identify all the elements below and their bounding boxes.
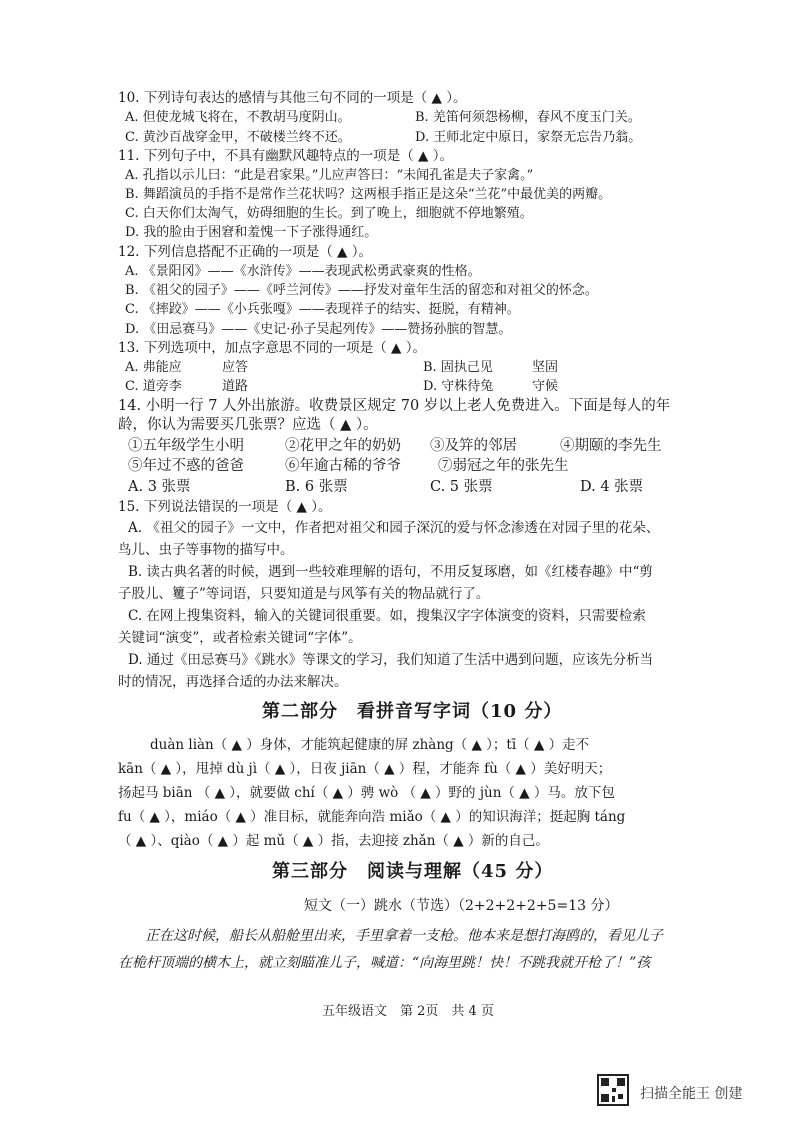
q15-option-c-line2: 关键词“演变”，或者检索关键词“字体”。 [118, 630, 362, 646]
q11-option-b: B. 舞蹈演员的手指不是常作兰花状吗？这两根手指正是这朵“兰花”中最优美的两瓣。 [125, 187, 612, 202]
q11-option-c: C. 白天你们太淘气，妨碍细胞的生长。到了晚上，细胞就不停地繁殖。 [125, 206, 533, 221]
q14-option-c: C. 5 张票 [430, 479, 493, 495]
q12-option-b: B. 《祖父的园子》——《呼兰河传》——抒发对童年生活的留恋和对祖父的怀念。 [125, 283, 598, 298]
passage-paragraph-line1: 正在这时候，船长从船舱里出来，手里拿着一支枪。他本来是想打海鸥的，看见儿子 [145, 928, 663, 944]
q11-option-d: D. 我的脸由于困窘和羞愧一下子涨得通红。 [125, 225, 378, 240]
q13-option-c-compare: 道路 [222, 379, 249, 394]
q11-option-a: A. 孔指以示儿曰：“此是君家果。”儿应声答曰：“未闻孔雀是夫子家禽。” [125, 168, 534, 183]
q15-option-b-line1: B. 读古典名著的时候，遇到一些较难理解的语句，不用反复琢磨，如《红楼春趣》中“剪 [128, 564, 653, 580]
q11-stem: 11. 下列句子中，不具有幽默风趣特点的一项是（ ▲ ）。 [118, 148, 453, 164]
q10-option-d: D. 王师北定中原日，家祭无忘告乃翁。 [415, 130, 642, 145]
q15-option-d-line1: D. 通过《田忌赛马》《跳水》等课文的学习，我们知道了生活中遇到问题，应该先分析当 [128, 652, 654, 668]
q14-stem-line2: 龄，你认为需要买几张票？应选（ ▲ ）。 [118, 417, 378, 433]
q14-stem-line1: 14. 小明一行 7 人外出旅游。收费景区规定 70 岁以上老人免费进入。下面是每人的年 [118, 398, 671, 414]
page-footer: 五年级语文 第 2页 共 4 页 [322, 1004, 494, 1019]
part2-line-1: duàn liàn（ ▲ ）身体，才能筑起健康的屏 zhàng（ ▲ ）；tī（ ▲ ）走不 [150, 737, 590, 753]
q14-person-2: ②花甲之年的奶奶 [285, 438, 401, 454]
q15-stem: 15. 下列说法错误的一项是（ ▲ ）。 [118, 499, 332, 515]
passage-paragraph-line2: 在桅杆顶端的横木上，就立刻瞄准儿子，喊道：“向海里跳！快！不跳我就开枪了！”孩 [118, 955, 651, 971]
q14-person-1: ①五年级学生小明 [128, 438, 244, 454]
q14-option-a: A. 3 张票 [128, 479, 191, 495]
q15-option-a-line2: 鸟儿、虫子等事物的描写中。 [118, 542, 294, 558]
q15-option-d-line2: 时的情况，再选择合适的办法来解决。 [118, 674, 348, 690]
q10-option-c: C. 黄沙百战穿金甲，不破楼兰终不还。 [125, 130, 351, 145]
watermark-label: 扫描全能王 创建 [640, 1086, 743, 1102]
q15-option-b-line2: 子股儿、籰子”等词语，只要知道是与风筝有关的物品就行了。 [118, 586, 490, 602]
q13-option-a-word: A. 弗能应 [125, 360, 182, 375]
q13-option-d-word: D. 守株待兔 [423, 379, 494, 394]
q15-option-c-line1: C. 在网上搜集资料，输入的关键词很重要。如，搜集汉字字体演变的资料，只需要检索 [128, 608, 646, 624]
part2-title: 第二部分 看拼音写字词（10 分） [262, 701, 563, 722]
q14-person-4: ④期颐的李先生 [560, 438, 662, 454]
q13-option-b-word: B. 固执己见 [423, 360, 493, 375]
part2-line-2: kān（ ▲ ），甩掉 dù jì（ ▲ ），日夜 jiān（ ▲ ）程，才能奔 fù（ ▲ ）美好明天； [118, 761, 612, 777]
q14-person-3: ③及笄的邻居 [430, 438, 517, 454]
q10-option-b: B. 羌笛何须怨杨柳，春风不度玉门关。 [415, 110, 641, 125]
q13-option-d-compare: 守候 [532, 379, 559, 394]
q13-stem: 13. 下列选项中，加点字意思不同的一项是（ ▲ ）。 [118, 340, 426, 356]
q12-option-a: A. 《景阳冈》——《水浒传》——表现武松勇武豪爽的性格。 [125, 264, 481, 279]
part2-line-5: （ ▲ ）、qiào（ ▲ ）起 mǔ（ ▲ ）指，去迎接 zhǎn（ ▲ ）新的自己。 [118, 833, 549, 849]
q13-option-b-compare: 坚固 [532, 360, 559, 375]
q15-option-a-line1: A. 《祖父的园子》一文中，作者把对祖父和园子深沉的爱与怀念渗透在对园子里的花朵、 [128, 520, 660, 536]
q14-option-d: D. 4 张票 [580, 479, 644, 495]
q13-option-c-word: C. 道旁李 [125, 379, 182, 394]
q12-stem: 12. 下列信息搭配不正确的一项是（ ▲ ）。 [118, 244, 372, 260]
q13-option-a-compare: 应答 [222, 360, 249, 375]
part3-passage-title: 短文（一）跳水（节选）（2+2+2+2+5=13 分） [304, 898, 619, 914]
q14-person-6: ⑥年逾古稀的爷爷 [285, 458, 401, 474]
q10-stem: 10. 下列诗句表达的感情与其他三句不同的一项是（ ▲ ）。 [118, 90, 467, 106]
part2-line-4: fu（ ▲ ），miáo（ ▲ ）准目标，就能奔向浩 miǎo（ ▲ ）的知识海洋；挺起胸 táng [118, 809, 626, 825]
q10-option-a: A. 但使龙城飞将在，不教胡马度阴山。 [125, 110, 351, 125]
q14-person-7: ⑦弱冠之年的张先生 [438, 458, 569, 474]
q12-option-c: C. 《摔跤》——《小兵张嘎》——表现祥子的结实、挺脱，有精神。 [125, 302, 520, 317]
qr-code-icon [597, 1074, 629, 1106]
part3-title: 第三部分 阅读与理解（45 分） [272, 861, 554, 882]
q14-option-b: B. 6 张票 [285, 479, 348, 495]
part2-line-3: 扬起马 biān （ ▲ ），就要做 chí（ ▲ ）骋 wò （ ▲ ）野的 jùn（ ▲ ）马。放下包 [118, 785, 615, 801]
q12-option-d: D. 《田忌赛马》——《史记·孙子吴起列传》——赞扬孙膑的智慧。 [125, 322, 512, 337]
q14-person-5: ⑤年过不惑的爸爸 [128, 458, 244, 474]
